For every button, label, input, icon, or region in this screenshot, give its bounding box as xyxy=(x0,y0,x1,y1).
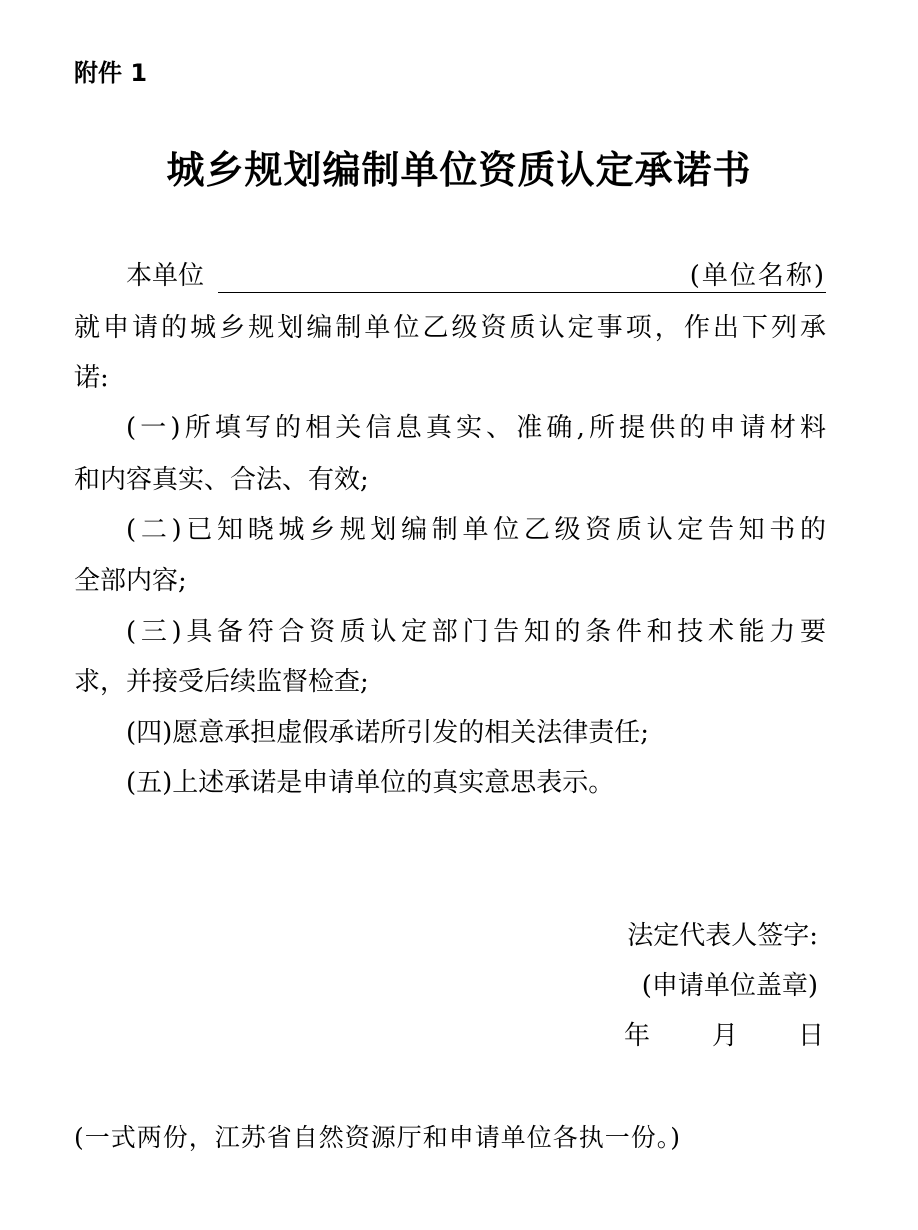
date-row xyxy=(624,1018,825,1054)
document-title: 城乡规划编制单位资质认定承诺书 xyxy=(166,147,752,192)
unit-name-row xyxy=(126,258,826,294)
attachment-label: 附件 1 xyxy=(74,59,148,87)
intro-line-1: 就申请的城乡规划编制单位乙级资质认定事项，作出下列承 xyxy=(74,313,826,343)
year-label: 年 xyxy=(624,1021,651,1051)
item-4-line: (四)愿意承担虚假承诺所引发的相关法律责任; xyxy=(126,718,650,748)
intro-line-2: 诺: xyxy=(74,363,109,393)
seal-label: (申请单位盖章) xyxy=(641,971,818,1001)
item-1-line-2: 和内容真实、合法、有效; xyxy=(74,465,369,495)
day-label: 日 xyxy=(798,1021,825,1051)
item-3-line-2: 求，并接受后续监督检查; xyxy=(74,667,369,697)
legal-representative-signature-label: 法定代表人签字: xyxy=(627,921,818,951)
month-label: 月 xyxy=(712,1021,739,1051)
item-3-line-1: (三)具备符合资质认定部门告知的条件和技术能力要 xyxy=(126,617,826,647)
item-1-line-1: (一)所填写的相关信息真实、准确,所提供的申请材料 xyxy=(126,413,826,443)
item-2-line-1: (二)已知晓城乡规划编制单位乙级资质认定告知书的 xyxy=(126,515,826,545)
unit-name-suffix: (单位名称) xyxy=(689,261,826,291)
footnote: (一式两份，江苏省自然资源厅和申请单位各执一份。) xyxy=(74,1123,682,1152)
unit-prefix-label: 本单位 xyxy=(126,261,205,291)
item-2-line-2: 全部内容; xyxy=(74,566,187,596)
item-5-line: (五)上述承诺是申请单位的真实意思表示。 xyxy=(126,768,615,798)
